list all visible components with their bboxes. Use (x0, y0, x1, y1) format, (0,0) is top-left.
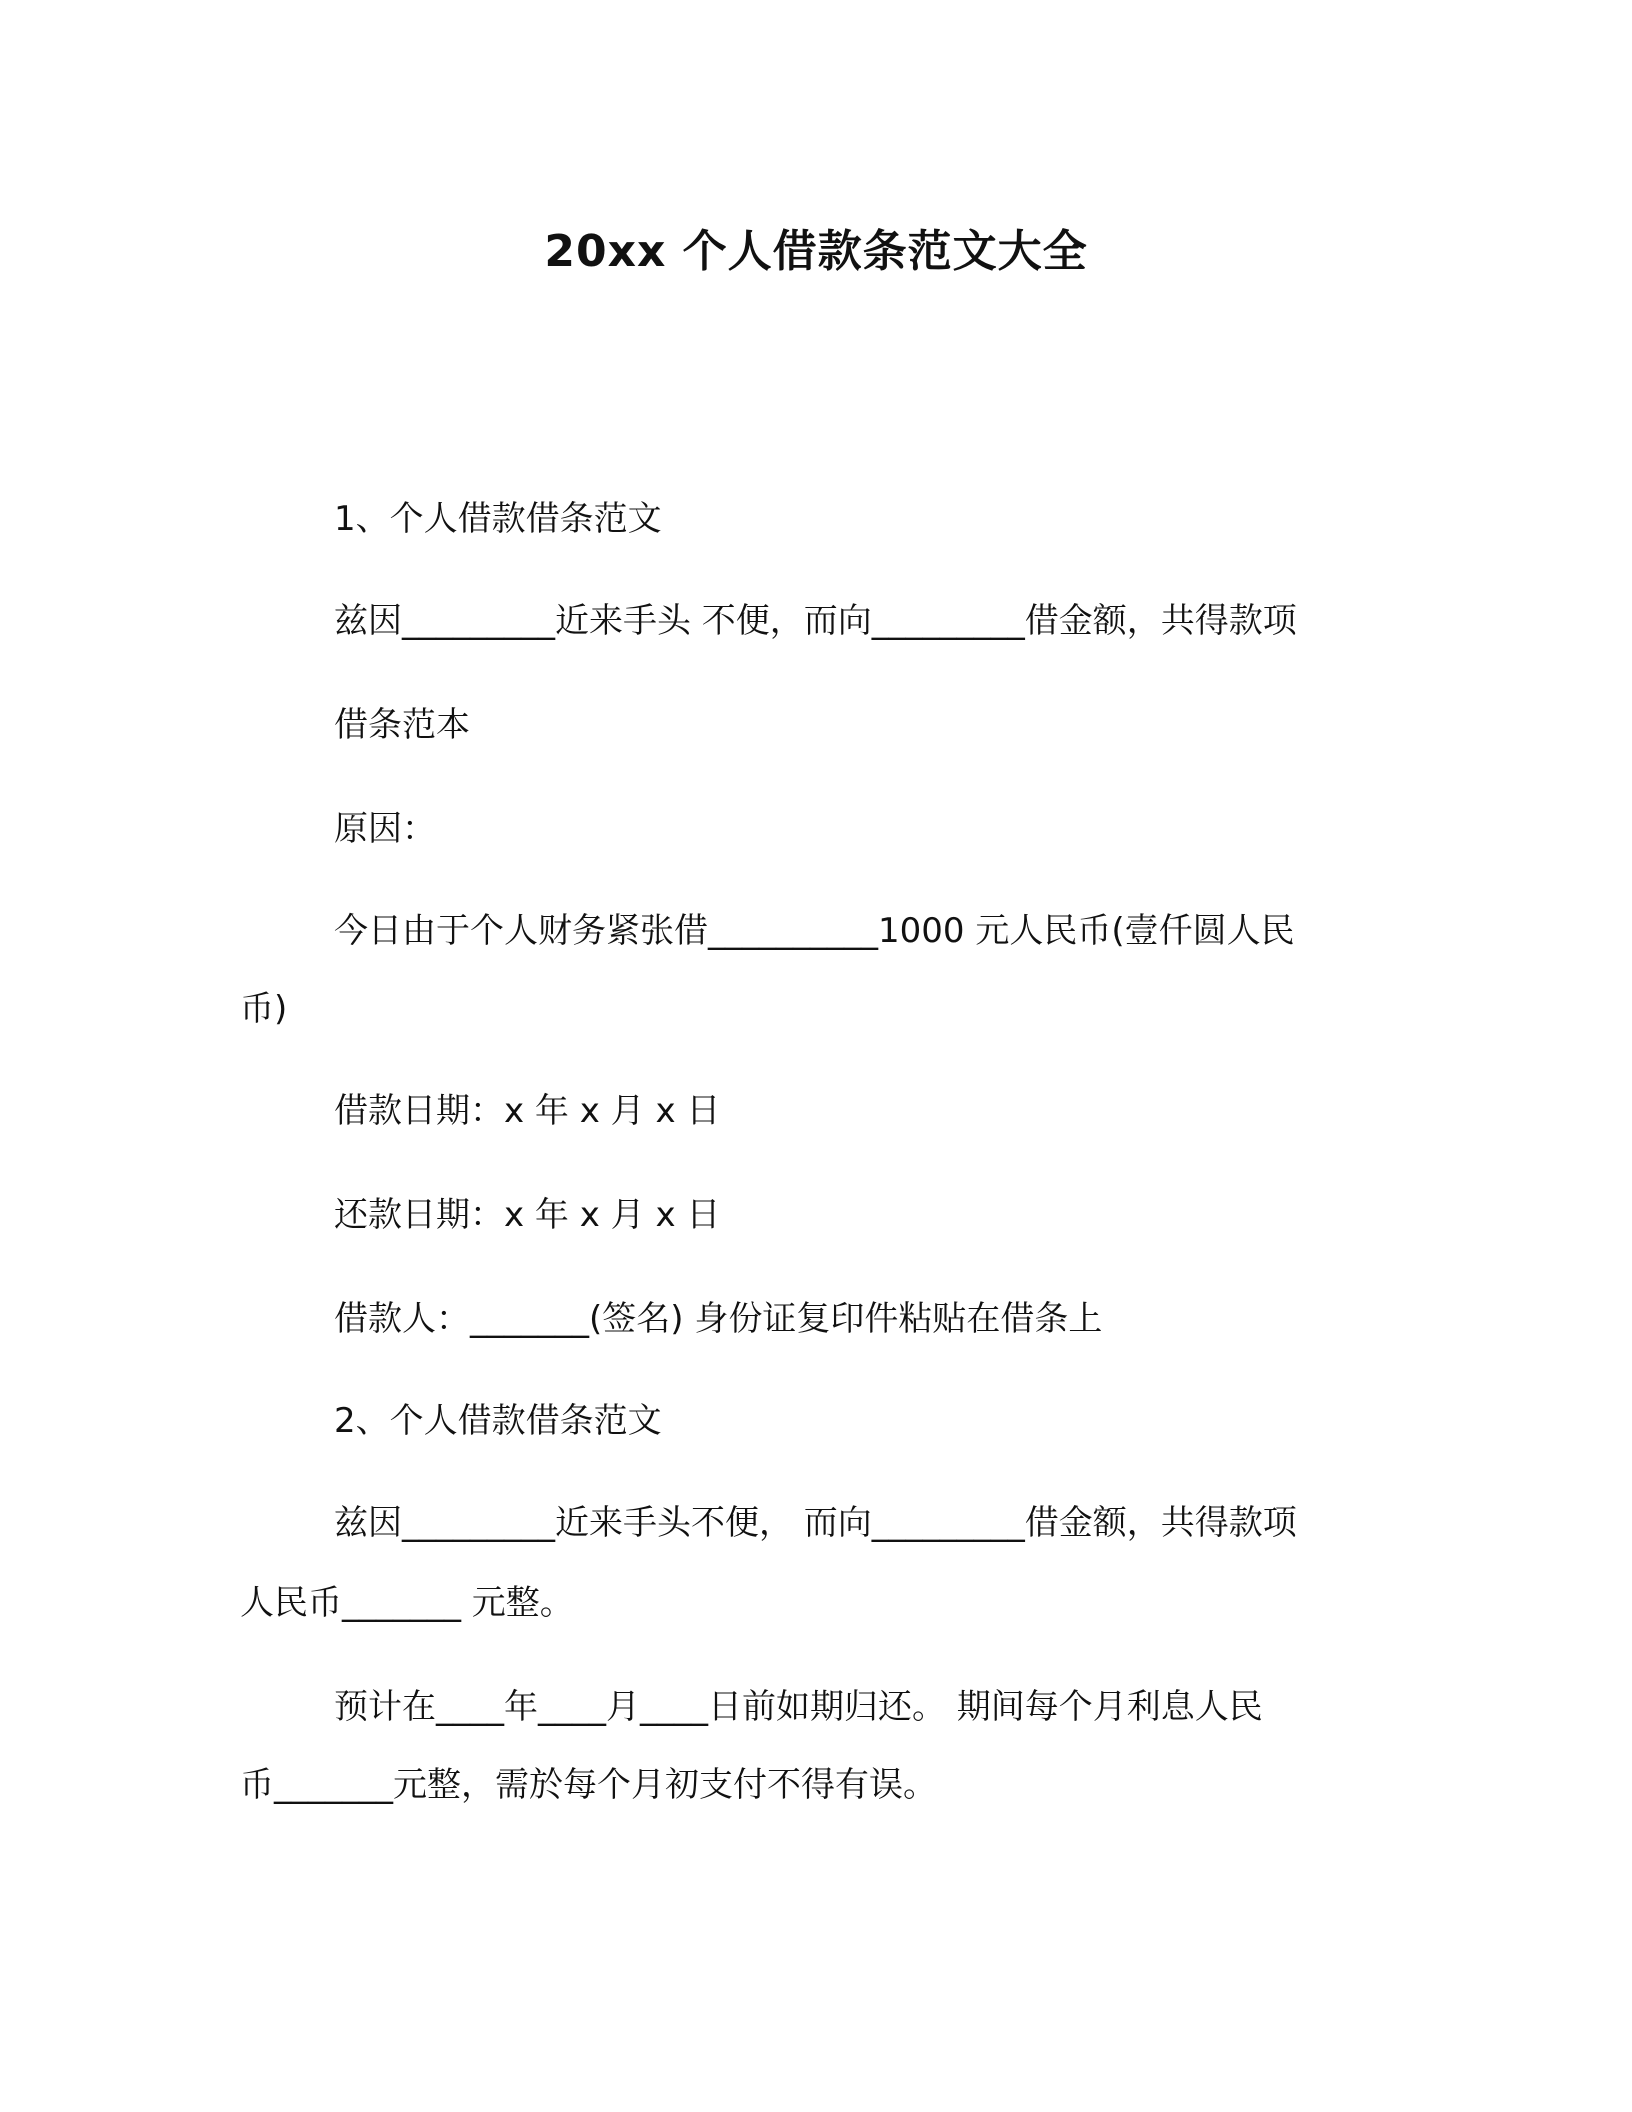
paragraph-line: 兹因_________近来手头 不便，而向_________借金额，共得款项 (334, 601, 1297, 641)
paragraph-line: 预计在____年____月____日前如期归还。 期间每个月利息人民 (334, 1687, 1263, 1727)
paragraph-line: 币) (240, 989, 288, 1029)
paragraph-line: 今日由于个人财务紧张借__________1000 元人民币(壹仟圆人民 (334, 911, 1295, 951)
paragraph-line: 兹因_________近来手头不便， 而向_________借金额，共得款项 (334, 1503, 1297, 1543)
section-2-heading: 2、个人借款借条范文 (334, 1401, 662, 1441)
paragraph-line: 原因： (334, 809, 436, 849)
document-title: 20xx 个人借款条范文大全 (544, 226, 1088, 277)
loan-date-line: 借款日期：x 年 x 月 x 日 (334, 1091, 721, 1131)
section-1-heading: 1、个人借款借条范文 (334, 499, 662, 539)
repay-date-line: 还款日期：x 年 x 月 x 日 (334, 1195, 721, 1235)
paragraph-line: 借条范本 (334, 705, 470, 745)
borrower-line: 借款人：_______(签名) 身份证复印件粘贴在借条上 (334, 1299, 1103, 1339)
paragraph-line: 币_______元整，需於每个月初支付不得有误。 (240, 1765, 937, 1805)
paragraph-line: 人民币_______ 元整。 (240, 1583, 574, 1623)
